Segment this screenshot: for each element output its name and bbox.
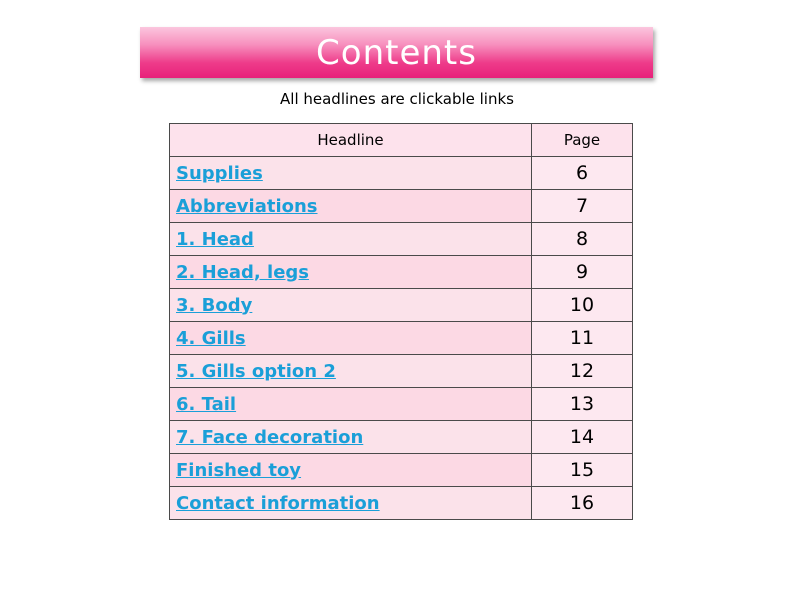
page-number-cell: 11 [532, 322, 633, 355]
page-number-cell: 8 [532, 223, 633, 256]
page-number-cell: 9 [532, 256, 633, 289]
contents-banner [140, 27, 653, 78]
table-row [170, 256, 633, 289]
headline-cell [170, 355, 532, 388]
table-row [170, 421, 633, 454]
page-number-cell: 12 [532, 355, 633, 388]
table-row [170, 223, 633, 256]
link-head[interactable]: 1. Head [176, 228, 254, 250]
link-gills[interactable]: 4. Gills [176, 327, 246, 349]
table-header-row [170, 124, 633, 157]
page-number-cell: 7 [532, 190, 633, 223]
link-finished-toy[interactable]: Finished toy [176, 459, 302, 481]
page-number-cell: 10 [532, 289, 633, 322]
headline-cell [170, 322, 532, 355]
column-header-headline: Headline [170, 124, 532, 157]
headline-cell [170, 223, 532, 256]
headline-cell [170, 421, 532, 454]
link-supplies[interactable]: Supplies [176, 162, 263, 184]
headline-cell [170, 487, 532, 520]
page-number-cell: 14 [532, 421, 633, 454]
headline-cell [170, 157, 532, 190]
page-title: Contents [316, 32, 477, 73]
link-contact-information[interactable]: Contact information [176, 492, 380, 514]
page-number-cell: 16 [532, 487, 633, 520]
headline-cell [170, 256, 532, 289]
table-row [170, 190, 633, 223]
headline-cell [170, 190, 532, 223]
instructions-text: All headlines are clickable links [280, 90, 514, 108]
headline-cell [170, 289, 532, 322]
table-row [170, 355, 633, 388]
link-body[interactable]: 3. Body [176, 294, 253, 316]
page-number-cell: 6 [532, 157, 633, 190]
table-row [170, 487, 633, 520]
link-face-decoration[interactable]: 7. Face decoration [176, 426, 364, 448]
table-row [170, 322, 633, 355]
page-number-cell: 15 [532, 454, 633, 487]
table-row [170, 157, 633, 190]
link-head-legs[interactable]: 2. Head, legs [176, 261, 310, 283]
contents-table [169, 123, 633, 520]
headline-cell [170, 454, 532, 487]
table-row [170, 289, 633, 322]
headline-cell [170, 388, 532, 421]
column-header-page: Page [532, 124, 633, 157]
table-row [170, 388, 633, 421]
link-gills-option-2[interactable]: 5. Gills option 2 [176, 360, 336, 382]
link-abbreviations[interactable]: Abbreviations [176, 195, 318, 217]
table-row [170, 454, 633, 487]
page-number-cell: 13 [532, 388, 633, 421]
link-tail[interactable]: 6. Tail [176, 393, 237, 415]
